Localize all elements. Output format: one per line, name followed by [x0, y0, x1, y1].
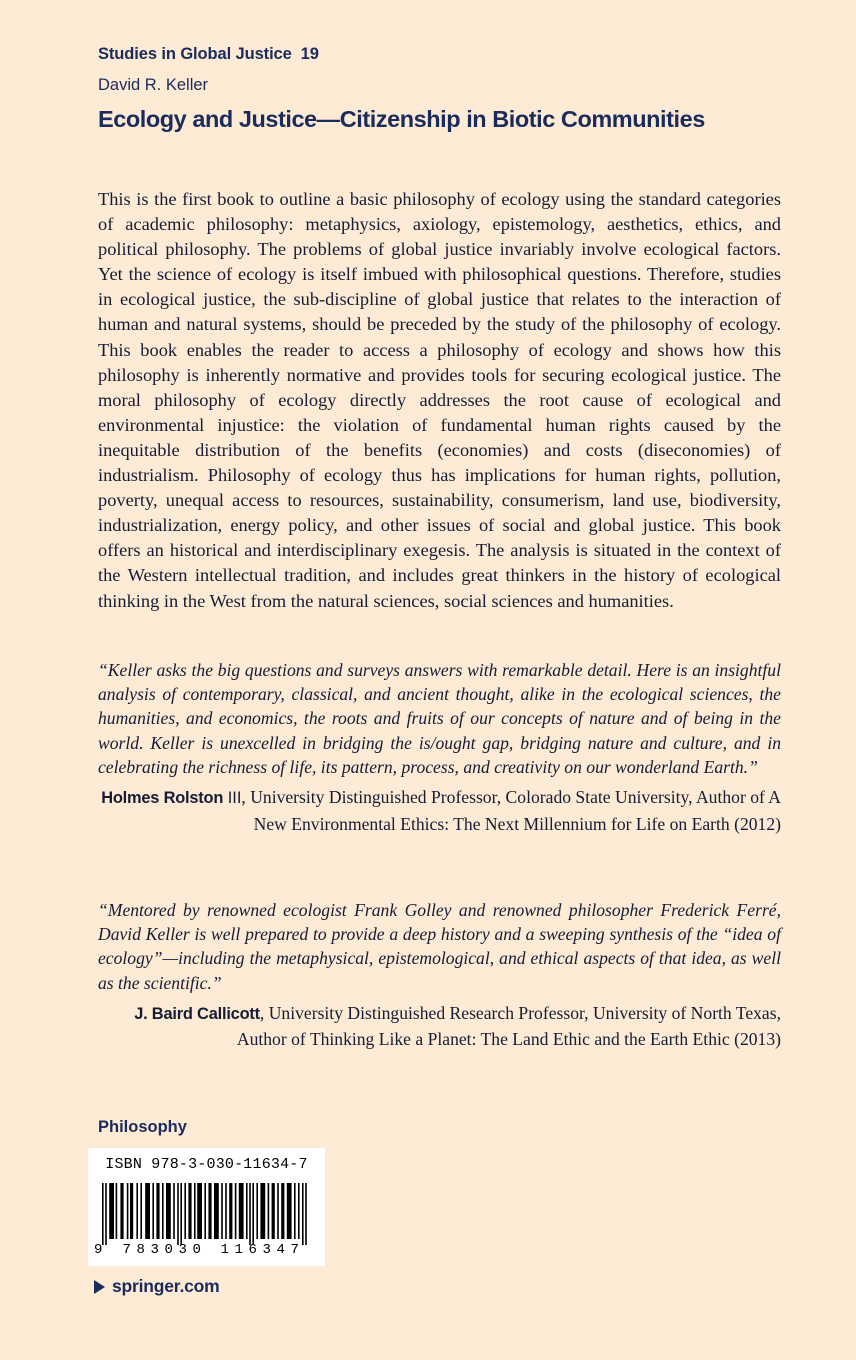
- subject-category-label: Philosophy: [98, 1118, 187, 1136]
- publisher-url-text: springer.com: [112, 1276, 220, 1296]
- barcode-lead-digit: 9: [94, 1242, 103, 1258]
- endorsement-quote-1: “Keller asks the big questions and surveys answers with remarkable detail. Here is an insightful analysis of contemporary, classical, and ancient thought, alike in the ecological sciences, the humanities, and economics, the roots and fruits of our concepts of nature and of being in the world. Keller is unexcelled in bridging the is/ought gap, bridging nature and culture, and in celebrating the richness of life, its pattern, process, and creativity on our wonderland Earth.”: [98, 660, 781, 777]
- endorsement-block-1: [98, 658, 781, 837]
- endorsement-block-2: [98, 898, 781, 1053]
- author-name: David R. Keller: [98, 76, 209, 94]
- isbn-number-text: ISBN 978-3-030-11634-7: [105, 1156, 308, 1173]
- publisher-link[interactable]: [94, 1276, 220, 1297]
- endorsement-quote-2: “Mentored by renowned ecologist Frank Golley and renowned philosopher Frederick Ferré, David Keller is well prepared to provide a deep history and a sweeping synthesis of the “idea of ecology”—including the metaphysical, epistemological, and ethical aspects of that idea, as well as the scientific.”: [98, 900, 781, 993]
- endorser-suffix-1: III: [223, 789, 242, 808]
- barcode-group-right: 116347: [220, 1242, 305, 1258]
- barcode-group-left: 783030: [122, 1242, 207, 1258]
- series-line: Studies in Global Justice 19: [98, 45, 319, 63]
- endorser-affiliation-1: , University Distinguished Professor, Colorado State University, Author of A New Environmental Ethics: The Next Millennium for Life on Earth (2012): [241, 787, 781, 834]
- endorser-name-1: Holmes Rolston: [101, 789, 224, 808]
- barcode-digits: [88, 1242, 325, 1258]
- book-description: This is the first book to outline a basic philosophy of ecology using the standard categories of academic philosophy: metaphysics, axiology, epistemology, aesthetics, ethics, and political philosophy. The problems of global justice invariably involve ecological factors. Yet the science of ecology is itself imbued with philosophical questions. Therefore, studies in ecological justice, the sub-discipline of global justice that relates to the interaction of human and natural systems, should be preceded by the study of the philosophy of ecology. This book enables the reader to access a philosophy of ecology and shows how this philosophy is inherently normative and provides tools for securing ecological justice. The moral philosophy of ecology directly addresses the root cause of ecological and environmental injustice: the violation of fundamental human rights caused by the inequitable distribution of the benefits (economies) and costs (diseconomies) of industrialism. Philosophy of ecology thus has implications for human rights, pollution, poverty, unequal access to resources, sustainability, consumerism, land use, biodiversity, industrialization, energy policy, and other issues of social and global justice. This book offers an historical and interdisciplinary exegesis. The analysis is situated in the context of the Western intellectual tradition, and includes great thinkers in the history of ecological thinking in the West from the natural sciences, social sciences and humanities.: [98, 189, 781, 611]
- isbn-barcode: [88, 1148, 325, 1266]
- barcode-bars-graphic: [102, 1183, 310, 1245]
- endorser-name-2: J. Baird Callicott: [134, 1004, 260, 1023]
- book-title: Ecology and Justice—Citizenship in Biotic Communities: [98, 106, 705, 132]
- cover-header: [98, 45, 788, 133]
- endorser-affiliation-2: , University Distinguished Research Professor, University of North Texas, Author of Thinking Like a Planet: The Land Ethic and the Earth Ethic (2013): [236, 1002, 781, 1050]
- endorsement-attribution-2: [98, 1001, 781, 1053]
- play-triangle-icon: [94, 1280, 105, 1294]
- endorsement-attribution-1: [98, 785, 781, 837]
